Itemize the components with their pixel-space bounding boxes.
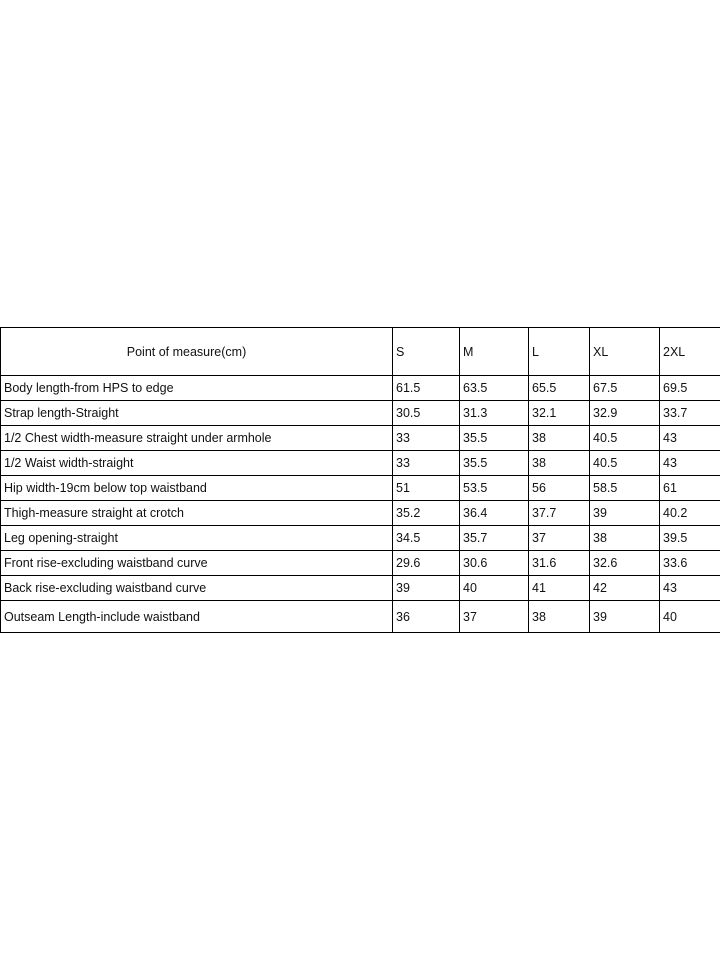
measure-label: Body length-from HPS to edge bbox=[1, 376, 393, 401]
header-size-m: M bbox=[460, 328, 529, 376]
measure-value-l: 38 bbox=[529, 451, 590, 476]
header-point-of-measure: Point of measure(cm) bbox=[1, 328, 393, 376]
table-row bbox=[1, 601, 720, 633]
measure-value-s: 51 bbox=[393, 476, 460, 501]
measure-value-m: 53.5 bbox=[460, 476, 529, 501]
measure-value-2xl: 40.2 bbox=[660, 501, 720, 526]
measure-value-m: 63.5 bbox=[460, 376, 529, 401]
measure-value-l: 56 bbox=[529, 476, 590, 501]
measure-value-s: 61.5 bbox=[393, 376, 460, 401]
measure-value-2xl: 33.7 bbox=[660, 401, 720, 426]
table-row bbox=[1, 426, 720, 451]
measure-value-m: 35.5 bbox=[460, 451, 529, 476]
measure-value-xl: 32.9 bbox=[590, 401, 660, 426]
measure-value-xl: 42 bbox=[590, 576, 660, 601]
measure-value-xl: 39 bbox=[590, 601, 660, 633]
measure-value-m: 35.5 bbox=[460, 426, 529, 451]
measure-value-m: 40 bbox=[460, 576, 529, 601]
measure-value-xl: 40.5 bbox=[590, 426, 660, 451]
size-chart-table bbox=[0, 327, 720, 633]
measure-value-s: 34.5 bbox=[393, 526, 460, 551]
measure-label: Leg opening-straight bbox=[1, 526, 393, 551]
measure-value-s: 36 bbox=[393, 601, 460, 633]
measure-value-m: 35.7 bbox=[460, 526, 529, 551]
measure-value-s: 33 bbox=[393, 426, 460, 451]
measure-value-s: 39 bbox=[393, 576, 460, 601]
measure-label: 1/2 Waist width-straight bbox=[1, 451, 393, 476]
measure-label: Outseam Length-include waistband bbox=[1, 601, 393, 633]
header-size-2xl: 2XL bbox=[660, 328, 720, 376]
measure-value-m: 30.6 bbox=[460, 551, 529, 576]
header-size-l: L bbox=[529, 328, 590, 376]
measure-value-l: 38 bbox=[529, 601, 590, 633]
measure-value-s: 35.2 bbox=[393, 501, 460, 526]
measure-label: 1/2 Chest width-measure straight under armhole bbox=[1, 426, 393, 451]
measure-value-l: 41 bbox=[529, 576, 590, 601]
measure-value-l: 32.1 bbox=[529, 401, 590, 426]
measure-value-xl: 38 bbox=[590, 526, 660, 551]
header-size-xl: XL bbox=[590, 328, 660, 376]
table-row bbox=[1, 576, 720, 601]
measure-value-l: 38 bbox=[529, 426, 590, 451]
measure-value-l: 31.6 bbox=[529, 551, 590, 576]
measure-label: Thigh-measure straight at crotch bbox=[1, 501, 393, 526]
measure-value-l: 65.5 bbox=[529, 376, 590, 401]
measure-value-l: 37.7 bbox=[529, 501, 590, 526]
measure-value-2xl: 43 bbox=[660, 426, 720, 451]
table-row bbox=[1, 551, 720, 576]
measure-label: Front rise-excluding waistband curve bbox=[1, 551, 393, 576]
measure-value-m: 36.4 bbox=[460, 501, 529, 526]
measure-value-xl: 32.6 bbox=[590, 551, 660, 576]
measure-value-2xl: 33.6 bbox=[660, 551, 720, 576]
table-row bbox=[1, 526, 720, 551]
measure-value-l: 37 bbox=[529, 526, 590, 551]
measure-label: Hip width-19cm below top waistband bbox=[1, 476, 393, 501]
table-row bbox=[1, 476, 720, 501]
measure-label: Back rise-excluding waistband curve bbox=[1, 576, 393, 601]
measure-label: Strap length-Straight bbox=[1, 401, 393, 426]
measure-value-2xl: 40 bbox=[660, 601, 720, 633]
table-row bbox=[1, 401, 720, 426]
header-row bbox=[1, 328, 720, 376]
table-row bbox=[1, 451, 720, 476]
measure-value-xl: 40.5 bbox=[590, 451, 660, 476]
measure-value-m: 37 bbox=[460, 601, 529, 633]
table-row bbox=[1, 376, 720, 401]
measure-value-2xl: 61 bbox=[660, 476, 720, 501]
measure-value-m: 31.3 bbox=[460, 401, 529, 426]
measure-value-s: 30.5 bbox=[393, 401, 460, 426]
header-size-s: S bbox=[393, 328, 460, 376]
measure-value-2xl: 43 bbox=[660, 451, 720, 476]
measure-value-2xl: 43 bbox=[660, 576, 720, 601]
table-row bbox=[1, 501, 720, 526]
measure-value-2xl: 69.5 bbox=[660, 376, 720, 401]
measure-value-s: 33 bbox=[393, 451, 460, 476]
table-header bbox=[1, 328, 720, 376]
measure-value-xl: 58.5 bbox=[590, 476, 660, 501]
measure-value-xl: 39 bbox=[590, 501, 660, 526]
table-body bbox=[1, 376, 720, 633]
measure-value-xl: 67.5 bbox=[590, 376, 660, 401]
measure-value-2xl: 39.5 bbox=[660, 526, 720, 551]
measure-value-s: 29.6 bbox=[393, 551, 460, 576]
